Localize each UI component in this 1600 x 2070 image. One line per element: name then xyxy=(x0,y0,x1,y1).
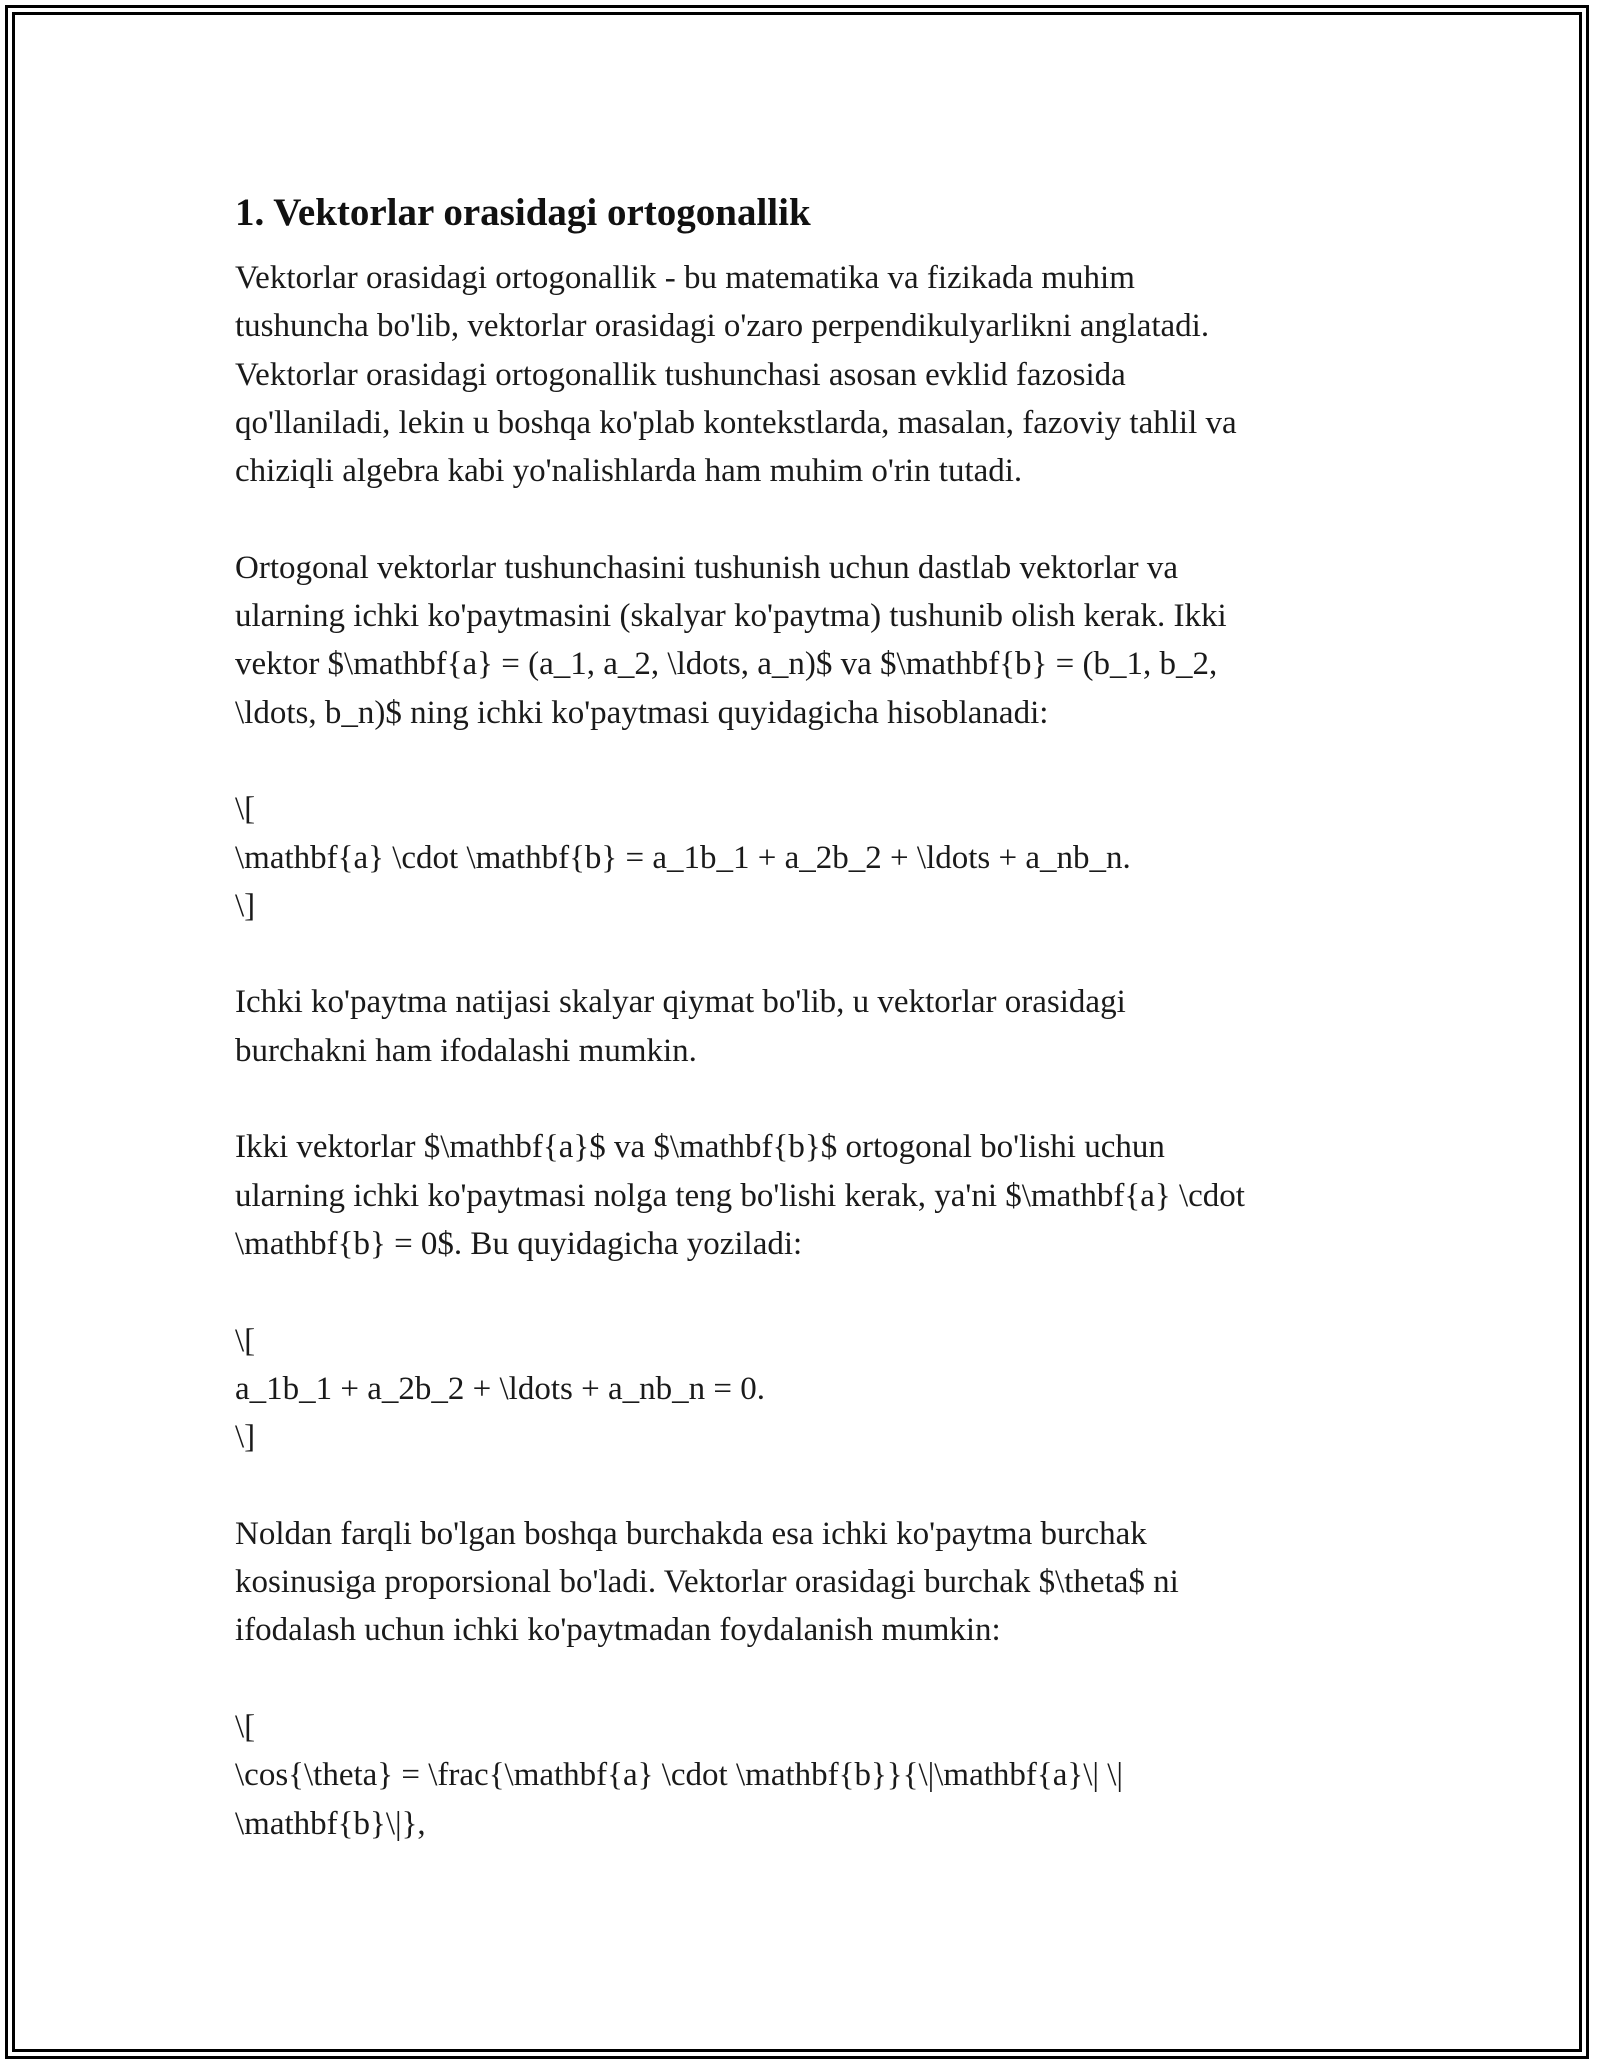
paragraph-gap xyxy=(235,1268,1365,1316)
paragraph-intro: Vektorlar orasidagi ortogonallik - bu matematika va fizikada muhim tushuncha bo'lib, vektorlar orasidagi o'zaro perpendikulyarlikni anglatadi. Vektorlar orasidagi ortogonallik tushunchasi asosan evklid fazosida qo'llaniladi, lekin u boshqa ko'plab kontekstlarda, masalan, fazoviy tahlil va chiziqli algebra kabi yo'nalishlarda ham muhim o'rin tutadi. xyxy=(235,260,1237,490)
paragraph-gap xyxy=(235,1075,1365,1123)
equation-dot-product: \[ \mathbf{a} \cdot \mathbf{b} = a_1b_1 + a_2b_2 + \ldots + a_nb_n. \] xyxy=(235,791,1131,924)
equation-cosine: \[ \cos{\theta} = \frac{\mathbf{a} \cdot \mathbf{b}}{\|\mathbf{a}\| \| \mathbf{b}\|}, xyxy=(235,1708,1124,1842)
paragraph-angle: Noldan farqli bo'lgan boshqa burchakda esa ichki ko'paytma burchak kosinusiga proporsional bo'ladi. Vektorlar orasidagi burchak $\theta$ ni ifodalash uchun ichki ko'paytmadan foydalanish mumkin: xyxy=(235,1515,1179,1649)
paragraph-gap xyxy=(235,1461,1365,1509)
paragraph-scalar-result: Ichki ko'paytma natijasi skalyar qiymat bo'lib, u vektorlar orasidagi burchakni ham ifodalashi mumkin. xyxy=(235,984,1126,1069)
paragraph-gap xyxy=(235,737,1365,785)
paragraph-dot-product: Ortogonal vektorlar tushunchasini tushunish uchun dastlab vektorlar va ularning ichki ko'paytmasini (skalyar ko'paytma) tushunib olish kerak. Ikki vektor $\mathbf{a} = (a_1, a_2, \ldots, a_n)$ va $\mathbf{b} = (b_1, b_2, \ldots, b_n)$ ning ichki ko'paytmasi quyidagicha hisoblanadi: xyxy=(235,549,1227,731)
paragraph-orthogonal-condition: Ikki vektorlar $\mathbf{a}$ va $\mathbf{b}$ ortogonal bo'lishi uchun ularning ichki ko'paytmasi nolga teng bo'lishi kerak, ya'ni $\mathbf{a} \cdot \mathbf{b} = 0$. Bu quyidagicha yoziladi: xyxy=(235,1129,1245,1262)
paragraph-gap xyxy=(235,1655,1365,1703)
paragraph-gap xyxy=(235,495,1365,543)
section-title: 1. Vektorlar orasidagi ortogonallik xyxy=(235,191,811,234)
document-body xyxy=(235,186,1365,1848)
equation-zero-product: \[ a_1b_1 + a_2b_2 + \ldots + a_nb_n = 0. \] xyxy=(235,1322,765,1456)
paragraph-gap xyxy=(235,930,1365,978)
